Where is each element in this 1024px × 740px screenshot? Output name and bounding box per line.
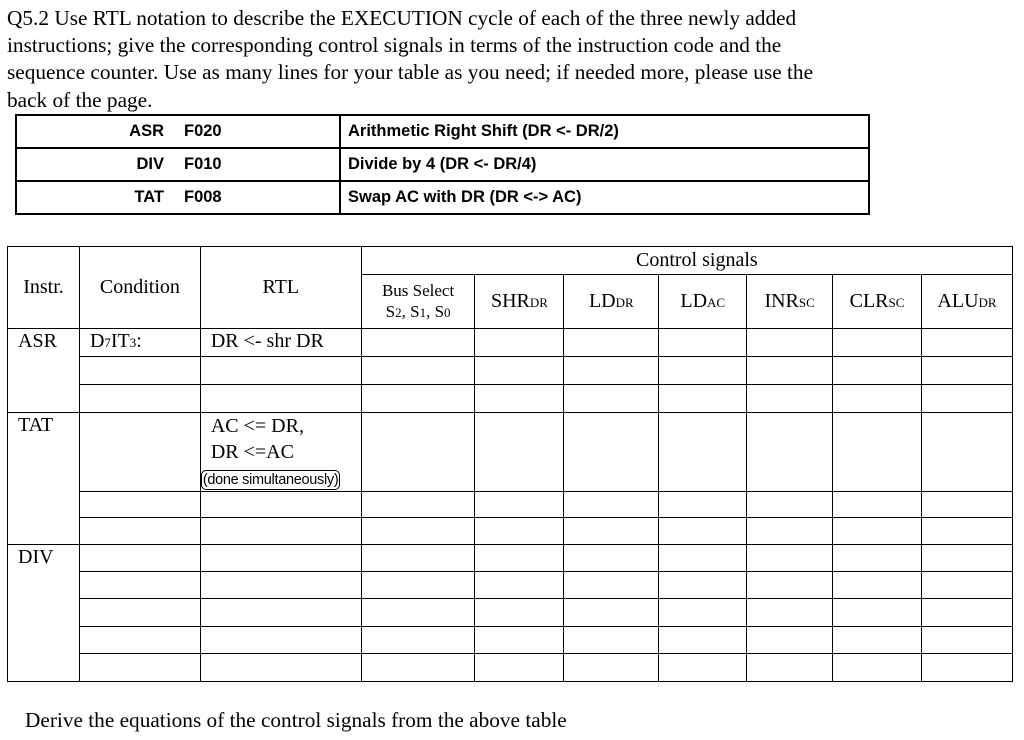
blank-cell[interactable]: [659, 518, 747, 545]
table-row: [8, 627, 1013, 654]
rtl-control-table: [7, 246, 1013, 682]
footer-instruction: Derive the equations of the control signals from the above table: [25, 708, 567, 732]
instruction-opcode: F008: [184, 188, 222, 206]
blank-cell[interactable]: [79, 357, 200, 385]
blank-cell[interactable]: [921, 329, 1012, 357]
question-line-3: sequence counter. Use as many lines for your table as you need; if needed more, please use the: [7, 60, 814, 85]
header-row-top: [8, 247, 1013, 275]
blank-cell[interactable]: [747, 518, 833, 545]
blank-cell[interactable]: [475, 599, 564, 627]
bus-select-lines: S2, S1, S0: [385, 302, 451, 321]
blank-cell[interactable]: [361, 329, 475, 357]
blank-cell[interactable]: [200, 599, 361, 627]
instruction-mnemonic: DIV: [136, 155, 164, 173]
blank-cell[interactable]: [564, 627, 659, 654]
blank-cell[interactable]: [659, 492, 747, 518]
blank-cell[interactable]: [79, 599, 200, 627]
blank-cell[interactable]: [200, 357, 361, 385]
blank-cell[interactable]: [564, 357, 659, 385]
rtl-cell: DR <- shr DR: [200, 329, 361, 357]
blank-cell[interactable]: [475, 518, 564, 545]
header-signal: SHRDR: [475, 275, 564, 329]
instruction-row: [16, 115, 869, 148]
blank-cell[interactable]: [475, 627, 564, 654]
blank-cell[interactable]: [475, 329, 564, 357]
blank-cell[interactable]: [921, 357, 1012, 385]
bus-select-label: Bus Select: [381, 281, 455, 300]
table-row: [8, 518, 1013, 545]
instruction-mnemonic: TAT: [134, 188, 164, 206]
blank-cell[interactable]: [361, 599, 475, 627]
blank-cell[interactable]: [79, 627, 200, 654]
header-instr: Instr.: [8, 247, 80, 329]
blank-cell[interactable]: [921, 492, 1012, 518]
blank-cell[interactable]: [79, 492, 200, 518]
instruction-mnemonic: ASR: [129, 122, 164, 140]
instr-cell-asr: ASR: [8, 329, 80, 413]
instruction-description: Swap AC with DR (DR <-> AC): [340, 181, 869, 214]
blank-cell[interactable]: [79, 413, 200, 492]
blank-cell[interactable]: [833, 627, 922, 654]
blank-cell[interactable]: [564, 413, 659, 492]
blank-cell[interactable]: [659, 413, 747, 492]
blank-cell[interactable]: [79, 654, 200, 682]
blank-cell[interactable]: [361, 572, 475, 599]
blank-cell[interactable]: [833, 599, 922, 627]
instruction-description: Arithmetic Right Shift (DR <- DR/2): [340, 115, 869, 148]
table-row: [8, 329, 1013, 357]
instruction-opcode: F010: [184, 155, 222, 173]
blank-cell[interactable]: [475, 572, 564, 599]
blank-cell[interactable]: [747, 385, 833, 413]
blank-cell[interactable]: [564, 545, 659, 572]
blank-cell[interactable]: [921, 599, 1012, 627]
blank-cell[interactable]: [475, 654, 564, 682]
blank-cell[interactable]: [200, 654, 361, 682]
blank-cell[interactable]: [659, 599, 747, 627]
question-line-4: back of the page.: [7, 87, 153, 112]
table-row: [8, 492, 1013, 518]
blank-cell[interactable]: [747, 545, 833, 572]
blank-cell[interactable]: [79, 572, 200, 599]
instruction-code-cell: [16, 148, 340, 181]
table-row: [8, 413, 1013, 492]
blank-cell[interactable]: [747, 492, 833, 518]
blank-cell[interactable]: [361, 545, 475, 572]
blank-cell[interactable]: [921, 545, 1012, 572]
blank-cell[interactable]: [475, 545, 564, 572]
question-line-2: instructions; give the corresponding control signals in terms of the instruction code and the: [7, 33, 782, 58]
rtl-line: AC <= DR,: [210, 415, 304, 437]
header-bus-select: [361, 275, 475, 329]
blank-cell[interactable]: [361, 385, 475, 413]
question-line-1: Q5.2 Use RTL notation to describe the EXECUTION cycle of each of the three newly added: [7, 6, 797, 30]
blank-cell[interactable]: [747, 357, 833, 385]
blank-cell[interactable]: [79, 385, 200, 413]
rtl-note: (done simultaneously): [202, 472, 339, 488]
blank-cell[interactable]: [475, 492, 564, 518]
blank-cell[interactable]: [747, 627, 833, 654]
header-condition: Condition: [79, 247, 200, 329]
rtl-line: DR <=AC: [210, 441, 294, 463]
blank-cell[interactable]: [564, 654, 659, 682]
blank-cell[interactable]: [361, 413, 475, 492]
blank-cell[interactable]: [833, 492, 922, 518]
header-signal: INRSC: [747, 275, 833, 329]
table-row: [8, 654, 1013, 682]
table-row: [8, 545, 1013, 572]
blank-cell[interactable]: [200, 545, 361, 572]
blank-cell[interactable]: [833, 385, 922, 413]
blank-cell[interactable]: [564, 329, 659, 357]
header-signal: ALUDR: [921, 275, 1012, 329]
blank-cell[interactable]: [833, 413, 922, 492]
instruction-opcode: F020: [184, 122, 222, 140]
blank-cell[interactable]: [833, 518, 922, 545]
table-row: [8, 599, 1013, 627]
blank-cell[interactable]: [921, 627, 1012, 654]
table-row: [8, 385, 1013, 413]
blank-cell[interactable]: [200, 385, 361, 413]
blank-cell[interactable]: [200, 627, 361, 654]
blank-cell[interactable]: [361, 492, 475, 518]
blank-cell[interactable]: [564, 518, 659, 545]
instruction-row: [16, 181, 869, 214]
header-signal: LDAC: [659, 275, 747, 329]
blank-cell[interactable]: [921, 654, 1012, 682]
blank-cell[interactable]: [361, 627, 475, 654]
blank-cell[interactable]: [564, 385, 659, 413]
instr-cell-tat: TAT: [8, 413, 80, 545]
blank-cell[interactable]: [833, 357, 922, 385]
blank-cell[interactable]: [361, 654, 475, 682]
blank-cell[interactable]: [747, 599, 833, 627]
blank-cell[interactable]: [921, 385, 1012, 413]
blank-cell[interactable]: [200, 492, 361, 518]
header-signal: CLRSC: [833, 275, 922, 329]
blank-cell[interactable]: [747, 654, 833, 682]
blank-cell[interactable]: [475, 413, 564, 492]
blank-cell[interactable]: [79, 518, 200, 545]
blank-cell[interactable]: [659, 385, 747, 413]
blank-cell[interactable]: [200, 572, 361, 599]
table-row: [8, 357, 1013, 385]
blank-cell[interactable]: [921, 518, 1012, 545]
blank-cell[interactable]: [564, 572, 659, 599]
header-control-signals: Control signals: [361, 247, 1012, 275]
blank-cell[interactable]: [361, 518, 475, 545]
blank-cell[interactable]: [659, 545, 747, 572]
question-text: [7, 5, 1017, 114]
blank-cell[interactable]: [361, 357, 475, 385]
instruction-description: Divide by 4 (DR <- DR/4): [340, 148, 869, 181]
blank-cell[interactable]: [833, 329, 922, 357]
blank-cell[interactable]: [659, 627, 747, 654]
blank-cell[interactable]: [200, 518, 361, 545]
blank-cell[interactable]: [79, 545, 200, 572]
blank-cell[interactable]: [747, 572, 833, 599]
table-row: [8, 572, 1013, 599]
blank-cell[interactable]: [659, 654, 747, 682]
blank-cell[interactable]: [833, 545, 922, 572]
instruction-table: [15, 114, 870, 215]
blank-cell[interactable]: [659, 572, 747, 599]
instr-cell-div: DIV: [8, 545, 80, 682]
blank-cell[interactable]: [475, 357, 564, 385]
rtl-cell: [200, 413, 361, 492]
blank-cell[interactable]: [659, 357, 747, 385]
blank-cell[interactable]: [564, 599, 659, 627]
blank-cell[interactable]: [564, 492, 659, 518]
instruction-row: [16, 148, 869, 181]
blank-cell[interactable]: [747, 329, 833, 357]
blank-cell[interactable]: [659, 329, 747, 357]
blank-cell[interactable]: [747, 413, 833, 492]
blank-cell[interactable]: [921, 572, 1012, 599]
blank-cell[interactable]: [921, 413, 1012, 492]
blank-cell[interactable]: [833, 572, 922, 599]
instruction-code-cell: [16, 115, 340, 148]
blank-cell[interactable]: [833, 654, 922, 682]
header-rtl: RTL: [200, 247, 361, 329]
blank-cell[interactable]: [475, 385, 564, 413]
instruction-code-cell: [16, 181, 340, 214]
header-signal: LDDR: [564, 275, 659, 329]
condition-cell: D7IT3:: [79, 329, 200, 357]
